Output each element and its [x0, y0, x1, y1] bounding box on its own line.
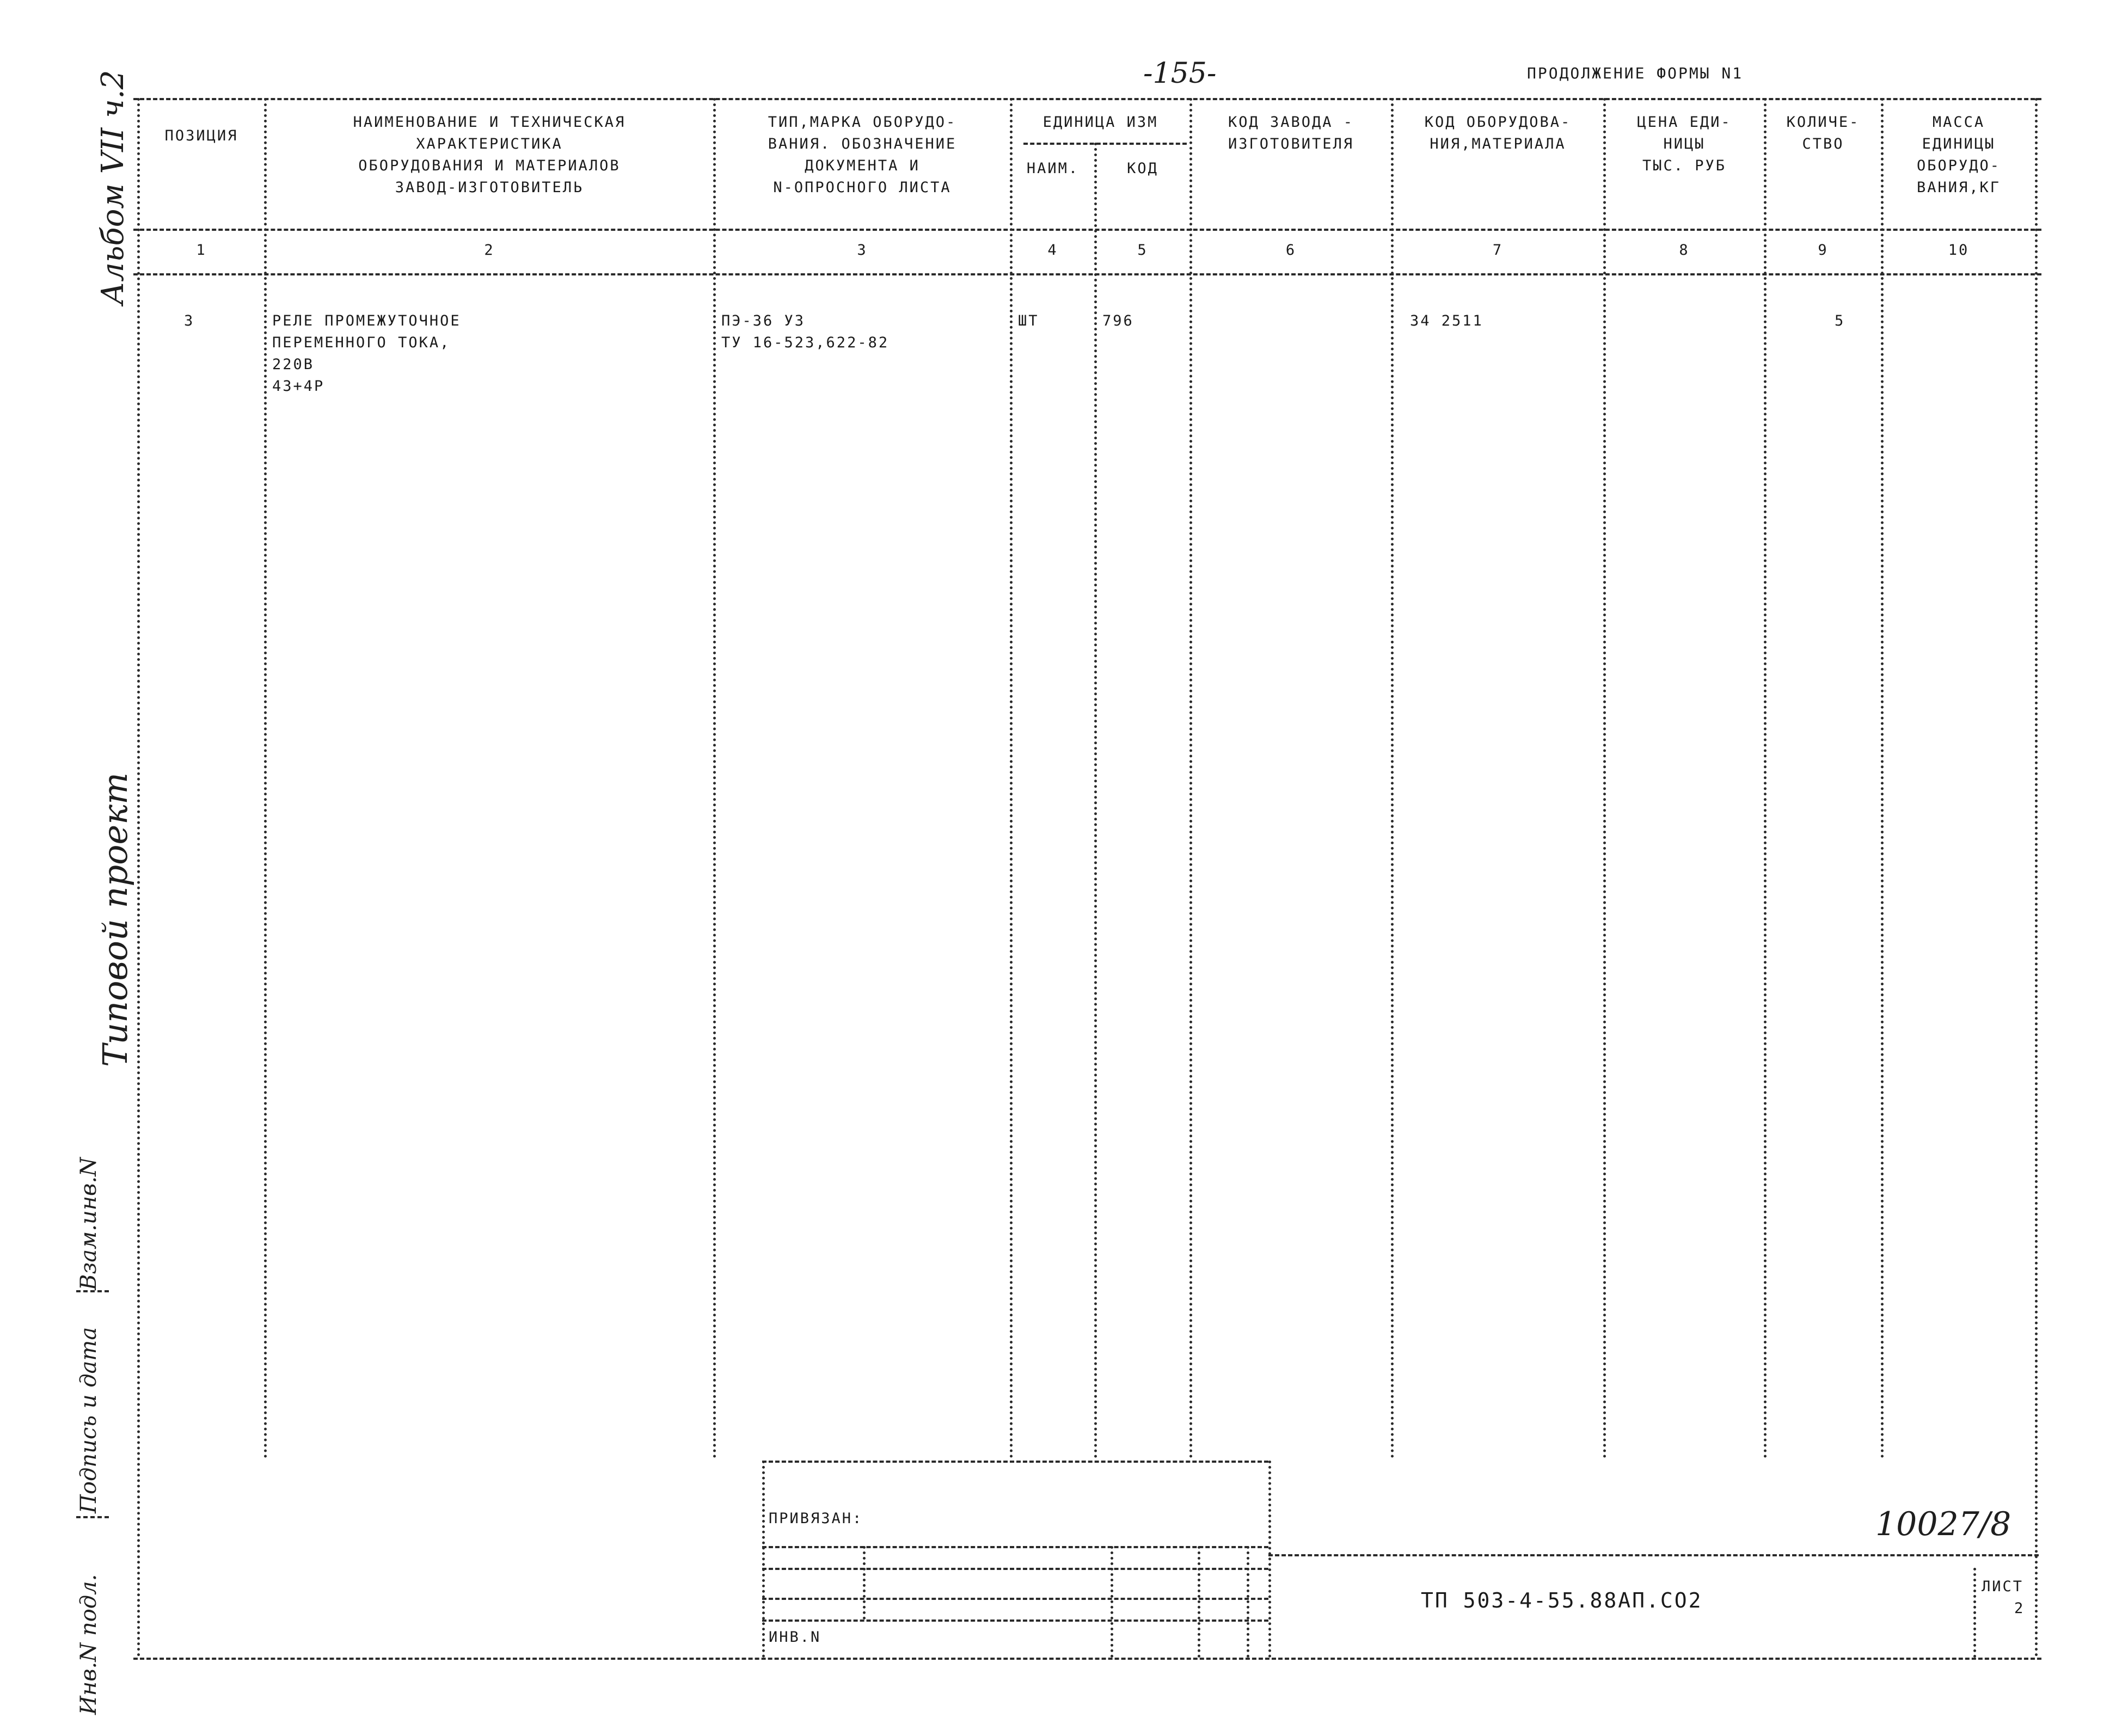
stamp-divider-2 [1111, 1546, 1113, 1658]
continuation-title: ПРОДОЛЖЕНИЕ ФОРМЫ N1 [1527, 64, 1744, 82]
col6-header: КОД ЗАВОДА - ИЗГОТОВИТЕЛЯ [1228, 114, 1354, 152]
col10-header: МАССА ЕДИНИЦЫ ОБОРУДО- ВАНИЯ,КГ [1916, 114, 2001, 196]
col-divider-6 [1391, 98, 1394, 1459]
table-bottom-border [133, 1658, 2041, 1660]
row-type: ПЭ-36 У3 ТУ 16-523,622-82 [721, 312, 890, 351]
colnum-10: 10 [1948, 242, 1970, 259]
col5-header: КОД [1127, 160, 1158, 177]
row-equipment-code: 34 2511 [1410, 312, 1483, 329]
col-divider-8 [1764, 98, 1767, 1459]
page-number: -155- [1143, 57, 1217, 90]
stamp-top-border [762, 1461, 1268, 1463]
side-label-vzam: Взам.инв.N [76, 1157, 101, 1290]
stamp-sheet-number: 2 [2014, 1600, 2025, 1617]
row-unit-code: 796 [1102, 312, 1134, 329]
stamp-left-border [762, 1461, 765, 1658]
side-label-inv: Инв.N подл. [76, 1574, 101, 1715]
stamp-line-2 [762, 1546, 1268, 1548]
col7-header: КОД ОБОРУДОВА- НИЯ,МАТЕРИАЛА [1424, 114, 1572, 152]
colnum-8: 8 [1679, 242, 1690, 259]
col-divider-1 [264, 98, 267, 1459]
colnum-2: 2 [484, 242, 495, 259]
col-divider-3 [1010, 98, 1013, 1459]
margin-separator [76, 1290, 109, 1292]
row-position: 3 [184, 312, 195, 329]
colnum-1: 1 [196, 242, 207, 259]
col-divider-4 [1094, 143, 1097, 1459]
stamp-right-border [1268, 1461, 1271, 1658]
colnum-5: 5 [1137, 242, 1148, 259]
stamp-privyazan: ПРИВЯЗАН: [769, 1510, 863, 1527]
col-divider-2 [713, 98, 716, 1459]
colnum-6: 6 [1285, 242, 1297, 259]
row-name: РЕЛЕ ПРОМЕЖУТОЧНОЕ ПЕРЕМЕННОГО ТОКА, 220В 43+4Р [272, 312, 461, 395]
margin-separator [76, 1516, 109, 1518]
side-label-album: Альбом VII ч.2 [95, 70, 131, 305]
stamp-sheet-label: ЛИСТ [1982, 1578, 2024, 1595]
col45-header: ЕДИНИЦА ИЗМ [1042, 114, 1158, 131]
col8-header: ЦЕНА ЕДИ- НИЦЫ ТЫС. РУБ [1637, 114, 1732, 174]
col9-header: КОЛИЧЕ- СТВО [1786, 114, 1860, 152]
col3-header: ТИП,МАРКА ОБОРУДО- ВАНИЯ. ОБОЗНАЧЕНИЕ ДОКУМЕНТА И N-ОПРОСНОГО ЛИСТА [768, 114, 957, 196]
colnum-9: 9 [1818, 242, 1829, 259]
unit-subheader-line [1023, 143, 1187, 145]
header-bottom-border [133, 229, 2041, 231]
col-divider-7 [1603, 98, 1606, 1459]
stamp-divider-4 [1247, 1546, 1249, 1658]
col4-header: НАИМ. [1026, 160, 1080, 177]
table-top-border [133, 98, 2041, 100]
stamp-main-line [1268, 1554, 2039, 1556]
colnum-bottom-border [133, 273, 2041, 275]
stamp-divider-3 [1198, 1546, 1200, 1658]
row-unit-name: ШТ [1018, 312, 1039, 329]
col1-header: ПОЗИЦИЯ [164, 127, 238, 144]
stamp-divider-1 [863, 1546, 866, 1620]
col-divider-9 [1881, 98, 1884, 1459]
stamp-sheet-divider [1973, 1568, 1976, 1658]
stamp-line-3 [762, 1568, 1268, 1570]
table-left-border [137, 98, 140, 1658]
stamp-line-5 [762, 1620, 1268, 1622]
row-quantity: 5 [1835, 312, 1845, 329]
stamp-doc-number: ТП 503-4-55.88АП.СО2 [1421, 1588, 1703, 1612]
colnum-3: 3 [857, 242, 868, 259]
col2-header: НАИМЕНОВАНИЕ И ТЕХНИЧЕСКАЯ ХАРАКТЕРИСТИКА ОБОРУДОВАНИЯ И МАТЕРИАЛОВ ЗАВОД-ИЗГОТОВИТЕЛЬ [353, 114, 626, 196]
colnum-4: 4 [1047, 242, 1058, 259]
table-right-border [2035, 98, 2038, 1658]
side-label-podpis: Подпись и дата [76, 1327, 101, 1513]
stamp-inv: ИНВ.N [769, 1629, 821, 1646]
side-label-project: Типовой проект [95, 772, 135, 1067]
colnum-7: 7 [1492, 242, 1504, 259]
stamp-handwritten-number: 10027/8 [1875, 1505, 2011, 1543]
stamp-line-4 [762, 1598, 1268, 1600]
col-divider-5 [1189, 98, 1192, 1459]
